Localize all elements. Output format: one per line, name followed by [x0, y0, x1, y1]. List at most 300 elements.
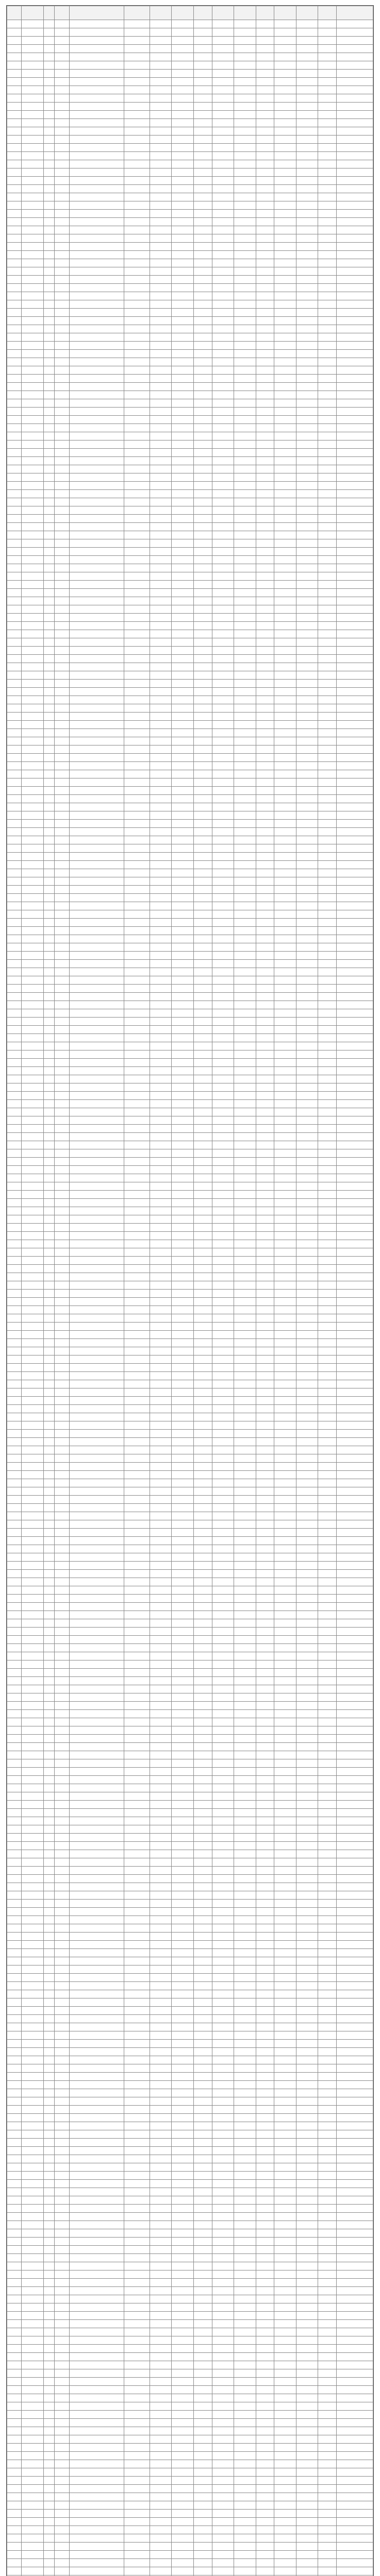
table-row	[7, 1108, 373, 1116]
table-cell	[22, 531, 44, 539]
table-cell	[234, 2180, 256, 2188]
table-cell	[256, 647, 274, 655]
table-cell	[7, 713, 22, 721]
table-row	[7, 1751, 373, 1759]
table-cell	[296, 259, 318, 267]
table-cell	[124, 2147, 150, 2155]
table-cell	[7, 119, 22, 127]
table-cell	[55, 2238, 69, 2246]
table-cell	[69, 1817, 124, 1825]
table-cell	[234, 1636, 256, 1644]
table-cell	[124, 127, 150, 135]
table-cell	[256, 1446, 274, 1454]
table-cell	[124, 1257, 150, 1265]
table-cell	[150, 778, 172, 787]
table-cell	[55, 78, 69, 86]
table-cell	[296, 424, 318, 432]
table-cell	[212, 2270, 234, 2279]
table-cell	[336, 1273, 373, 1281]
column-header	[69, 6, 124, 20]
table-cell	[124, 2163, 150, 2172]
table-cell	[256, 251, 274, 259]
table-cell	[318, 276, 337, 284]
table-cell	[43, 506, 54, 515]
table-cell	[318, 655, 337, 663]
table-cell	[336, 1537, 373, 1545]
table-cell	[296, 325, 318, 333]
table-cell	[194, 1009, 212, 1018]
table-cell	[274, 86, 296, 94]
table-cell	[22, 2221, 44, 2229]
table-cell	[234, 1809, 256, 1817]
table-cell	[69, 2320, 124, 2328]
table-cell	[274, 1009, 296, 1018]
table-cell	[7, 358, 22, 366]
table-cell	[43, 135, 54, 144]
table-cell	[318, 1405, 337, 1413]
table-cell	[296, 1743, 318, 1751]
table-cell	[43, 243, 54, 251]
table-cell	[7, 1232, 22, 1240]
table-cell	[172, 243, 194, 251]
table-cell	[234, 1726, 256, 1735]
table-row	[7, 1735, 373, 1743]
table-cell	[234, 1759, 256, 1768]
table-cell	[43, 630, 54, 638]
table-cell	[194, 490, 212, 498]
table-cell	[150, 597, 172, 605]
table-cell	[22, 234, 44, 243]
table-cell	[43, 2040, 54, 2048]
table-cell	[172, 1166, 194, 1174]
table-cell	[124, 45, 150, 53]
table-row	[7, 745, 373, 754]
table-cell	[194, 1702, 212, 1710]
table-cell	[150, 605, 172, 614]
table-cell	[212, 1438, 234, 1446]
table-cell	[212, 1562, 234, 1570]
table-cell	[22, 993, 44, 1001]
table-cell	[43, 2031, 54, 2040]
table-cell	[43, 28, 54, 37]
table-cell	[172, 1496, 194, 1504]
table-cell	[22, 1421, 44, 1430]
table-cell	[212, 1116, 234, 1125]
table-cell	[234, 2328, 256, 2336]
table-cell	[43, 70, 54, 78]
table-cell	[212, 1520, 234, 1529]
table-cell	[7, 688, 22, 696]
table-cell	[150, 1240, 172, 1248]
table-cell	[274, 1669, 296, 1677]
table-cell	[150, 325, 172, 333]
table-cell	[69, 770, 124, 778]
table-cell	[55, 1504, 69, 1512]
table-cell	[43, 473, 54, 482]
table-cell	[296, 1372, 318, 1380]
table-cell	[22, 498, 44, 506]
table-cell	[194, 2007, 212, 2015]
table-cell	[212, 309, 234, 317]
table-cell	[22, 1883, 44, 1891]
table-cell	[172, 1520, 194, 1529]
table-cell	[318, 1636, 337, 1644]
table-cell	[172, 1232, 194, 1240]
table-row	[7, 1454, 373, 1463]
table-cell	[194, 1314, 212, 1323]
table-cell	[274, 1306, 296, 1314]
table-cell	[43, 828, 54, 836]
table-cell	[256, 234, 274, 243]
table-cell	[172, 663, 194, 671]
table-cell	[43, 902, 54, 910]
table-cell	[172, 638, 194, 647]
table-cell	[194, 1842, 212, 1850]
table-cell	[150, 836, 172, 844]
table-cell	[7, 1504, 22, 1512]
table-cell	[256, 1718, 274, 1726]
table-cell	[212, 127, 234, 135]
table-cell	[172, 1562, 194, 1570]
table-cell	[256, 1842, 274, 1850]
table-cell	[7, 2353, 22, 2361]
table-cell	[7, 2163, 22, 2172]
table-cell	[172, 2320, 194, 2328]
table-row	[7, 1248, 373, 1257]
table-cell	[55, 1009, 69, 1018]
table-cell	[55, 1034, 69, 1042]
table-cell	[256, 218, 274, 226]
table-cell	[7, 2246, 22, 2254]
table-cell	[296, 960, 318, 968]
table-cell	[296, 440, 318, 449]
table-cell	[172, 2402, 194, 2411]
table-cell	[43, 325, 54, 333]
table-cell	[150, 2378, 172, 2386]
table-cell	[194, 1273, 212, 1281]
table-cell	[234, 160, 256, 168]
table-cell	[234, 1232, 256, 1240]
table-cell	[274, 1883, 296, 1891]
table-cell	[296, 1133, 318, 1141]
table-cell	[318, 1355, 337, 1364]
table-cell	[7, 1924, 22, 1933]
table-cell	[256, 119, 274, 127]
table-row	[7, 968, 373, 976]
table-cell	[274, 721, 296, 729]
table-cell	[7, 2188, 22, 2196]
table-cell	[318, 1034, 337, 1042]
table-cell	[43, 465, 54, 473]
table-cell	[194, 1413, 212, 1421]
table-cell	[150, 968, 172, 976]
table-cell	[69, 1430, 124, 1438]
table-cell	[318, 1850, 337, 1858]
table-cell	[69, 515, 124, 523]
table-cell	[150, 589, 172, 597]
table-cell	[296, 1504, 318, 1512]
table-cell	[55, 985, 69, 993]
table-cell	[22, 2081, 44, 2089]
table-cell	[43, 1677, 54, 1685]
table-cell	[318, 1075, 337, 1083]
table-cell	[212, 655, 234, 663]
table-cell	[318, 614, 337, 622]
table-cell	[274, 1240, 296, 1248]
table-cell	[336, 1933, 373, 1941]
table-cell	[124, 342, 150, 350]
table-cell	[55, 1413, 69, 1421]
table-cell	[212, 1133, 234, 1141]
table-cell	[22, 284, 44, 292]
table-cell	[55, 688, 69, 696]
table-cell	[274, 1875, 296, 1883]
table-cell	[296, 61, 318, 70]
table-cell	[234, 1735, 256, 1743]
table-cell	[336, 473, 373, 482]
table-cell	[22, 177, 44, 185]
table-cell	[69, 358, 124, 366]
table-cell	[274, 861, 296, 869]
table-cell	[194, 267, 212, 276]
table-cell	[336, 1397, 373, 1405]
table-cell	[336, 2254, 373, 2262]
table-cell	[336, 2369, 373, 2378]
table-cell	[296, 1702, 318, 1710]
table-cell	[150, 853, 172, 861]
table-cell	[194, 943, 212, 952]
table-cell	[150, 94, 172, 103]
table-cell	[194, 1924, 212, 1933]
table-cell	[318, 1487, 337, 1496]
table-cell	[69, 1842, 124, 1850]
table-cell	[234, 539, 256, 548]
table-cell	[318, 1133, 337, 1141]
table-cell	[318, 1504, 337, 1512]
table-cell	[336, 1801, 373, 1809]
table-cell	[256, 465, 274, 473]
table-cell	[124, 70, 150, 78]
table-cell	[150, 2180, 172, 2188]
table-cell	[256, 572, 274, 581]
table-cell	[22, 952, 44, 960]
table-cell	[274, 770, 296, 778]
table-cell	[318, 877, 337, 886]
table-cell	[22, 416, 44, 424]
table-cell	[69, 1496, 124, 1504]
table-cell	[7, 243, 22, 251]
table-cell	[150, 1570, 172, 1578]
table-cell	[69, 671, 124, 680]
table-cell	[212, 2394, 234, 2402]
table-cell	[336, 1075, 373, 1083]
table-row	[7, 1207, 373, 1215]
table-cell	[336, 1900, 373, 1908]
table-cell	[318, 960, 337, 968]
table-cell	[256, 2328, 274, 2336]
table-cell	[55, 1735, 69, 1743]
table-cell	[7, 2139, 22, 2147]
table-cell	[150, 2205, 172, 2213]
table-cell	[318, 886, 337, 894]
table-cell	[274, 1636, 296, 1644]
table-cell	[296, 548, 318, 556]
table-cell	[43, 1092, 54, 1100]
table-cell	[172, 1595, 194, 1603]
table-cell	[7, 1207, 22, 1215]
table-cell	[69, 2056, 124, 2064]
table-cell	[234, 1669, 256, 1677]
table-cell	[296, 2114, 318, 2122]
table-cell	[336, 1116, 373, 1125]
table-cell	[150, 350, 172, 358]
table-cell	[7, 482, 22, 490]
table-row	[7, 1232, 373, 1240]
table-cell	[124, 1372, 150, 1380]
table-cell	[55, 820, 69, 828]
table-cell	[318, 1669, 337, 1677]
table-cell	[150, 300, 172, 309]
table-cell	[194, 391, 212, 399]
table-cell	[212, 1850, 234, 1858]
table-cell	[124, 119, 150, 127]
table-cell	[296, 1537, 318, 1545]
table-cell	[212, 927, 234, 935]
table-cell	[172, 737, 194, 745]
table-cell	[212, 1801, 234, 1809]
table-cell	[55, 1158, 69, 1166]
table-cell	[336, 1364, 373, 1372]
table-cell	[212, 704, 234, 713]
table-cell	[69, 317, 124, 325]
table-cell	[69, 2015, 124, 2023]
column-header	[318, 6, 337, 20]
table-cell	[7, 1858, 22, 1867]
table-cell	[69, 2031, 124, 2040]
table-cell	[194, 498, 212, 506]
table-cell	[274, 2048, 296, 2056]
table-cell	[69, 737, 124, 745]
table-cell	[194, 1875, 212, 1883]
table-cell	[172, 2155, 194, 2163]
table-row	[7, 1792, 373, 1801]
table-cell	[194, 1108, 212, 1116]
table-cell	[7, 1685, 22, 1693]
table-cell	[234, 2246, 256, 2254]
table-cell	[194, 680, 212, 688]
table-cell	[150, 704, 172, 713]
table-cell	[124, 201, 150, 210]
table-cell	[22, 2139, 44, 2147]
table-cell	[69, 2139, 124, 2147]
table-cell	[296, 696, 318, 704]
table-cell	[212, 1817, 234, 1825]
table-cell	[69, 655, 124, 663]
table-cell	[150, 45, 172, 53]
table-cell	[336, 886, 373, 894]
table-cell	[296, 45, 318, 53]
table-cell	[22, 1224, 44, 1232]
table-cell	[150, 432, 172, 440]
table-cell	[150, 1306, 172, 1314]
table-cell	[318, 1257, 337, 1265]
table-cell	[172, 276, 194, 284]
table-cell	[124, 259, 150, 267]
table-cell	[336, 1784, 373, 1792]
table-cell	[172, 251, 194, 259]
table-cell	[124, 655, 150, 663]
table-cell	[274, 342, 296, 350]
table-cell	[172, 333, 194, 342]
table-cell	[212, 1792, 234, 1801]
table-cell	[318, 1512, 337, 1520]
table-cell	[296, 1974, 318, 1982]
table-cell	[69, 787, 124, 795]
table-cell	[318, 597, 337, 605]
table-cell	[296, 1933, 318, 1941]
table-cell	[7, 1364, 22, 1372]
table-cell	[124, 2411, 150, 2419]
table-cell	[150, 1677, 172, 1685]
table-cell	[172, 1998, 194, 2007]
table-cell	[22, 2328, 44, 2336]
table-cell	[274, 1595, 296, 1603]
table-cell	[212, 1125, 234, 1133]
table-cell	[212, 1834, 234, 1842]
table-row	[7, 1421, 373, 1430]
table-cell	[172, 1949, 194, 1957]
table-cell	[172, 177, 194, 185]
table-cell	[22, 1257, 44, 1265]
table-cell	[22, 2394, 44, 2402]
table-row	[7, 1487, 373, 1496]
table-cell	[172, 1504, 194, 1512]
table-cell	[55, 1454, 69, 1463]
table-cell	[69, 1158, 124, 1166]
table-cell	[150, 234, 172, 243]
table-cell	[274, 1545, 296, 1553]
table-cell	[150, 2419, 172, 2427]
table-cell	[234, 1595, 256, 1603]
table-cell	[7, 2312, 22, 2320]
table-cell	[336, 1001, 373, 1009]
table-cell	[296, 1397, 318, 1405]
table-cell	[43, 1355, 54, 1364]
table-cell	[234, 2122, 256, 2130]
table-cell	[7, 1660, 22, 1669]
table-cell	[318, 671, 337, 680]
table-cell	[194, 160, 212, 168]
table-cell	[150, 993, 172, 1001]
table-cell	[55, 1743, 69, 1751]
table-cell	[124, 1842, 150, 1850]
table-cell	[212, 78, 234, 86]
table-cell	[172, 2097, 194, 2106]
table-cell	[7, 53, 22, 61]
table-cell	[194, 902, 212, 910]
table-cell	[256, 820, 274, 828]
table-cell	[212, 630, 234, 638]
table-cell	[274, 1397, 296, 1405]
table-cell	[194, 127, 212, 135]
table-cell	[256, 498, 274, 506]
table-cell	[124, 1595, 150, 1603]
table-cell	[336, 754, 373, 762]
table-cell	[212, 1257, 234, 1265]
table-cell	[212, 745, 234, 754]
table-cell	[22, 1430, 44, 1438]
table-cell	[69, 1553, 124, 1562]
